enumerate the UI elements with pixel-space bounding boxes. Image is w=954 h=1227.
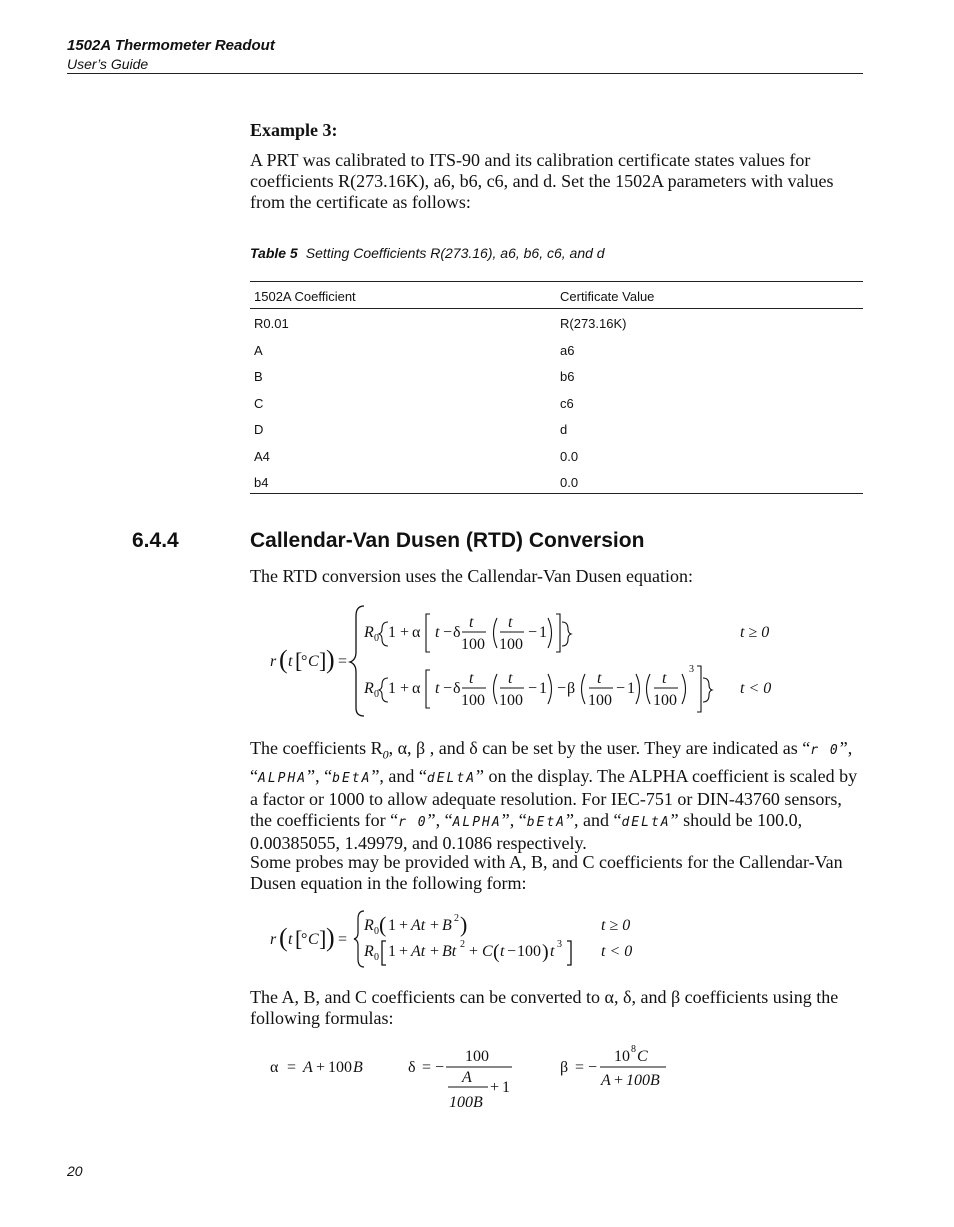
eq-frac-num: t	[508, 670, 513, 687]
abc-equation	[260, 905, 660, 971]
display-delta: dELtA	[621, 814, 671, 830]
coeff-text: The coefficients R	[250, 738, 383, 758]
table-cell: a6	[560, 343, 575, 358]
eq-plus: +	[469, 943, 479, 960]
eq-paren: )	[326, 923, 335, 952]
eq-big-brace	[350, 606, 364, 716]
eq-plus: +	[400, 624, 410, 641]
table-row	[250, 416, 863, 442]
table-bottom-rule	[250, 493, 863, 494]
eq-plus: +	[399, 943, 409, 960]
eq-brace	[562, 622, 571, 646]
eq-cube: 3	[557, 939, 562, 950]
table-row	[250, 310, 863, 336]
table-header-row	[250, 283, 863, 309]
eq-R: R	[364, 680, 374, 697]
table-cell: b6	[560, 369, 575, 384]
table-cell: b4	[254, 475, 269, 490]
table-cell: 0.0	[560, 449, 579, 464]
eq-beta: β	[567, 680, 576, 697]
eq-C: C	[637, 1048, 648, 1065]
eq-lhs-deg: °	[301, 931, 308, 948]
section-title: Callendar-Van Dusen (RTD) Conversion	[250, 529, 645, 552]
eq-lhs-deg: °	[301, 653, 308, 670]
eq-R: R	[364, 917, 374, 934]
conversion-formulas	[260, 1040, 700, 1120]
eq-bracket: [	[295, 926, 303, 951]
eq-minus: −	[557, 680, 567, 697]
display-beta: bEtA	[332, 770, 372, 786]
eq-square: 2	[454, 913, 459, 924]
eq-paren: )	[326, 645, 335, 674]
eq-hundred: 100	[465, 1048, 489, 1065]
eq-minus: −	[528, 624, 538, 641]
table-cell: C	[254, 396, 264, 411]
eq-one: 1	[388, 624, 396, 641]
table-row	[250, 390, 863, 416]
eq-t: t	[550, 943, 555, 960]
eq-B: B	[353, 1059, 363, 1076]
table-label: Table 5	[250, 245, 298, 261]
eq-At: At	[411, 917, 426, 934]
eq-paren	[636, 674, 640, 704]
eq-paren	[682, 674, 686, 704]
eq-minus: −	[443, 624, 453, 641]
page-number: 20	[67, 1163, 83, 1179]
eq-delta: δ	[408, 1059, 416, 1076]
eq-bracket: ]	[319, 926, 327, 951]
eq-hundredB: 100B	[626, 1072, 660, 1089]
eq-frac-num: t	[597, 670, 602, 687]
eq-plus: +	[614, 1072, 624, 1089]
quote: ”, and “	[566, 809, 622, 830]
eq-lhs-r: r	[270, 653, 277, 670]
table-row	[250, 443, 863, 469]
coeff-text: ” on the display. The ALPHA coefficient is scaled by a factor or 1000 to allow adequate resolution. For IEC-751 or DIN-43760 sensors, the coefficients for “	[250, 765, 858, 830]
eq-paren	[548, 618, 552, 648]
eq-equals: =	[422, 1059, 432, 1076]
eq-minus: −	[435, 1059, 445, 1076]
eq-B: B	[442, 917, 452, 934]
table-row	[250, 337, 863, 363]
example-paragraph: A PRT was calibrated to ITS-90 and its calibration certificate states values for coefficients R(273.16K), a6, b6, c6, and d. Set the 1502A parameters with values from the certificate as follows:	[250, 150, 834, 212]
eq-cube: 3	[689, 664, 694, 675]
table-cell: B	[254, 369, 263, 384]
eq-hundredB: 100B	[449, 1094, 483, 1111]
eq-alpha: α	[412, 680, 421, 697]
table-cell: D	[254, 422, 264, 437]
eq-paren	[494, 674, 498, 704]
eq-one: 1	[539, 624, 547, 641]
convert-paragraph: The A, B, and C coefficients can be converted to α, δ, and β coefficients using the following formulas:	[250, 987, 839, 1028]
eq-paren	[548, 674, 552, 704]
eq-lhs-C: C	[308, 931, 319, 948]
eq-frac-den: 100	[499, 636, 523, 653]
eq-bracket	[426, 614, 430, 652]
quote: ”, and “	[371, 765, 427, 786]
eq-one: 1	[388, 917, 396, 934]
table-header-rule	[250, 308, 863, 309]
eq-bracket: [	[295, 648, 303, 673]
table-caption	[250, 245, 605, 261]
eq-frac-den: 100	[499, 692, 523, 709]
eq-paren: )	[460, 912, 468, 937]
table-header-cell: Certificate Value	[560, 289, 655, 304]
quote: ”, “	[501, 809, 527, 830]
eq-bracket	[567, 941, 571, 965]
eq-cond-lt: t < 0	[740, 680, 772, 697]
eq-paren: (	[279, 923, 288, 952]
eq-alpha: α	[412, 624, 421, 641]
eq-eight: 8	[631, 1044, 636, 1055]
display-alpha: ALPHA	[452, 814, 502, 830]
eq-minus: −	[443, 680, 453, 697]
eq-alpha: α	[270, 1059, 279, 1076]
quote: ”, “	[250, 738, 853, 786]
table-row	[250, 469, 863, 495]
eq-frac-den: 100	[461, 636, 485, 653]
eq-paren: (	[279, 645, 288, 674]
eq-ten: 10	[614, 1048, 630, 1065]
eq-brace	[703, 678, 712, 702]
eq-bracket	[426, 670, 430, 708]
eq-R-sub: 0	[374, 952, 379, 963]
running-header-subtitle: User’s Guide	[67, 56, 149, 72]
section-number: 6.4.4	[132, 529, 179, 552]
coefficients-paragraph	[250, 738, 865, 854]
eq-paren	[582, 674, 586, 704]
eq-minus: −	[616, 680, 626, 697]
eq-paren	[647, 674, 651, 704]
eq-bracket	[697, 666, 701, 712]
table-cell: R0.01	[254, 316, 289, 331]
probes-paragraph: Some probes may be provided with A, B, and C coefficients for the Callendar-Van Dusen equation in the following form:	[250, 852, 843, 893]
eq-frac-num: t	[469, 670, 474, 687]
eq-equals: =	[338, 931, 348, 948]
eq-equals: =	[287, 1059, 297, 1076]
eq-A: A	[462, 1069, 472, 1086]
eq-plus: +	[316, 1059, 326, 1076]
cvd-equation	[260, 600, 800, 720]
eq-Bt: Bt	[442, 943, 457, 960]
eq-equals: =	[338, 653, 348, 670]
display-r0: r 0	[398, 814, 428, 830]
table-cell: d	[560, 422, 568, 437]
eq-plus: +	[430, 943, 440, 960]
eq-lhs-t: t	[288, 653, 293, 670]
quote: ”, “	[307, 765, 333, 786]
eq-frac-num: t	[662, 670, 667, 687]
eq-R: R	[364, 943, 374, 960]
table-top-rule	[250, 281, 863, 282]
section-intro: The RTD conversion uses the Callendar-Van Dusen equation:	[250, 566, 693, 586]
eq-delta: δ	[453, 624, 461, 641]
eq-one: 1	[627, 680, 635, 697]
eq-At: At	[411, 943, 426, 960]
eq-lhs-r: r	[270, 931, 277, 948]
coeff-sub: 0	[382, 747, 389, 762]
eq-R-sub: 0	[374, 689, 379, 700]
eq-frac-num: t	[508, 614, 513, 631]
display-beta: bEtA	[526, 814, 567, 830]
display-delta: dELtA	[426, 770, 477, 786]
table-cell: 0.0	[560, 475, 579, 490]
display-alpha: ALPHA	[258, 770, 308, 786]
eq-R-sub: 0	[374, 633, 379, 644]
table-cell: c6	[560, 396, 574, 411]
eq-hundred: 100	[328, 1059, 352, 1076]
eq-R: R	[364, 624, 374, 641]
eq-frac-den: 100	[653, 692, 677, 709]
eq-brace	[379, 678, 388, 702]
table-caption-text: Setting Coefficients R(273.16), a6, b6, c6, and d	[305, 245, 605, 261]
eq-minus: −	[507, 943, 517, 960]
eq-A: A	[303, 1059, 313, 1076]
eq-plus: +	[430, 917, 440, 934]
table-cell: R(273.16K)	[560, 316, 627, 331]
eq-equals: =	[575, 1059, 585, 1076]
eq-t: t	[435, 624, 440, 641]
table-cell: A4	[254, 449, 270, 464]
table-row	[250, 363, 863, 389]
display-r0: r 0	[810, 743, 840, 758]
eq-bracket	[556, 614, 560, 652]
eq-lhs-t: t	[288, 931, 293, 948]
coeff-text: , α, β , and δ can be set by the user. They are indicated as “	[388, 738, 811, 758]
running-header-title: 1502A Thermometer Readout	[67, 37, 275, 54]
eq-A: A	[601, 1072, 611, 1089]
eq-plus: +	[490, 1079, 500, 1096]
eq-bracket: ]	[319, 648, 327, 673]
eq-beta: β	[560, 1059, 569, 1076]
header-rule	[67, 73, 863, 74]
eq-cond-ge: t ≥ 0	[740, 624, 770, 641]
eq-paren	[494, 618, 498, 648]
eq-C: C	[482, 943, 493, 960]
eq-frac-num: t	[469, 614, 474, 631]
eq-hundred: 100	[517, 943, 541, 960]
eq-cond-ge: t ≥ 0	[601, 917, 631, 934]
eq-one: 1	[388, 680, 396, 697]
eq-paren: (	[493, 941, 500, 963]
eq-paren: )	[542, 941, 549, 963]
eq-square: 2	[460, 939, 465, 950]
coeff-text: ” should be 100.0, 0.00385055, 1.49979, and 0.1086 respectively.	[250, 809, 803, 853]
eq-plus: +	[400, 680, 410, 697]
eq-one: 1	[388, 943, 396, 960]
eq-t: t	[500, 943, 505, 960]
eq-brace	[379, 622, 388, 646]
eq-frac-den: 100	[588, 692, 612, 709]
eq-R-sub: 0	[374, 926, 379, 937]
example-heading: Example 3:	[250, 120, 338, 140]
eq-cond-lt: t < 0	[601, 943, 633, 960]
quote: ”, “	[427, 809, 453, 830]
table-cell: A	[254, 343, 263, 358]
eq-one: 1	[539, 680, 547, 697]
eq-minus: −	[588, 1059, 598, 1076]
eq-bracket	[382, 941, 386, 965]
eq-minus: −	[528, 680, 538, 697]
eq-big-brace	[354, 911, 364, 967]
eq-lhs-C: C	[308, 653, 319, 670]
eq-t: t	[435, 680, 440, 697]
table-header-cell: 1502A Coefficient	[254, 289, 356, 304]
eq-one: 1	[502, 1079, 510, 1096]
eq-delta: δ	[453, 680, 461, 697]
eq-frac-den: 100	[461, 692, 485, 709]
eq-plus: +	[399, 917, 409, 934]
eq-paren: (	[379, 912, 387, 937]
